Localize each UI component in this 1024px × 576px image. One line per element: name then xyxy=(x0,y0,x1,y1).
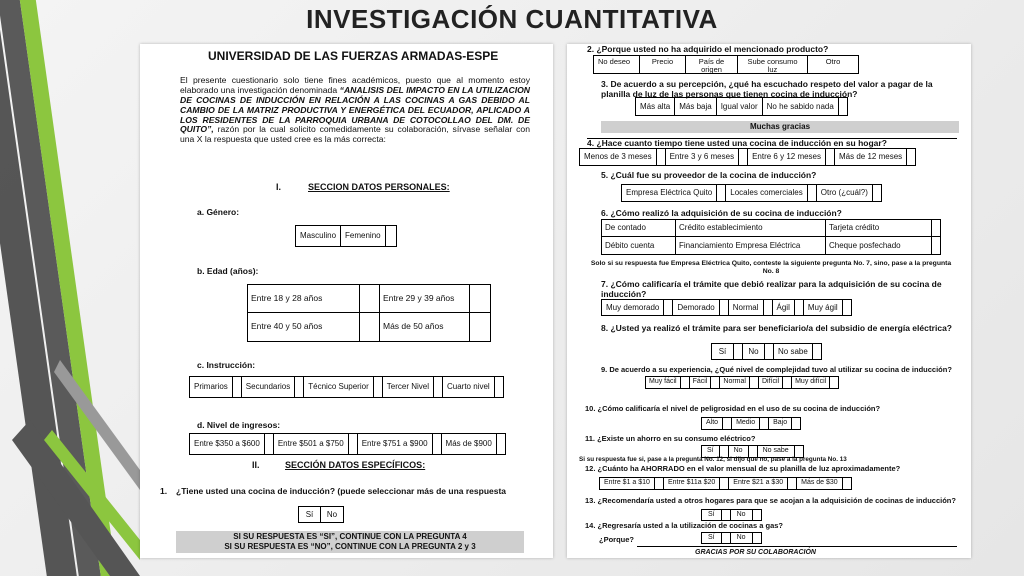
question-9: 9. De acuerdo a su experiencia, ¿Qué nivel de complejidad tuvo al utilizar su cocina de inducción? xyxy=(601,365,952,374)
answer-box[interactable] xyxy=(839,98,847,115)
answer-box[interactable] xyxy=(360,313,380,341)
question-7: 7. ¿Cómo calificaría el trámite que debió realizar para la adquisición de su cocina de inducción? xyxy=(601,279,942,299)
q5-option[interactable]: Empresa Eléctrica Quito xyxy=(622,185,717,201)
section1-heading: SECCION DATOS PERSONALES: xyxy=(308,182,450,192)
education-label: c. Instrucción: xyxy=(197,360,256,370)
q6-option[interactable]: Crédito establecimiento xyxy=(676,220,826,237)
question-11: 11. ¿Existe un ahorro en su consumo eléctrico? xyxy=(585,434,756,443)
q3-option[interactable]: Más alta xyxy=(636,98,675,115)
q6-option[interactable]: Financiamiento Empresa Eléctrica xyxy=(676,237,826,254)
answer-box[interactable] xyxy=(932,237,940,254)
q6-option[interactable]: De contado xyxy=(602,220,676,237)
q8-option[interactable]: Sí xyxy=(712,344,734,359)
answer-box[interactable] xyxy=(873,185,881,201)
answer-box[interactable] xyxy=(360,285,380,313)
q2-option[interactable]: Otro xyxy=(825,57,841,66)
income-options xyxy=(189,433,506,455)
q4-option[interactable]: Entre 6 y 12 meses xyxy=(748,149,826,165)
answer-box[interactable] xyxy=(808,185,817,201)
q4-option[interactable]: Menos de 3 meses xyxy=(580,149,657,165)
answer-box[interactable] xyxy=(907,149,915,165)
gender-option[interactable]: Masculino xyxy=(296,226,341,246)
q14-option[interactable]: Sí xyxy=(702,533,722,543)
chevron-decor xyxy=(0,0,140,576)
gender-option[interactable]: Femenino xyxy=(341,226,386,246)
q3-option[interactable]: No he sabido nada xyxy=(763,98,839,115)
answer-box[interactable] xyxy=(681,377,690,388)
q8-option[interactable]: No sabe xyxy=(774,344,813,359)
q4-option[interactable]: Entre 3 y 6 meses xyxy=(666,149,739,165)
answer-box[interactable] xyxy=(495,377,503,397)
answer-box[interactable] xyxy=(750,377,759,388)
q4-option[interactable]: Más de 12 meses xyxy=(835,149,907,165)
q2-option[interactable]: Precio xyxy=(640,56,686,73)
q9-option[interactable]: Difícil xyxy=(759,377,783,388)
q3-option[interactable]: Más baja xyxy=(675,98,716,115)
skip-instructions-banner xyxy=(176,531,524,553)
q2-option[interactable]: Sube consumo luz xyxy=(738,56,808,73)
q14-option[interactable]: No xyxy=(731,533,753,543)
q6-options xyxy=(601,219,941,255)
q1-option[interactable]: No xyxy=(326,509,338,519)
education-option[interactable]: Secundarios xyxy=(242,377,295,397)
question-12: 12. ¿Cuánto ha AHORRADO en el valor mensual de su planilla de luz aproximadamente? xyxy=(585,464,901,473)
answer-box[interactable] xyxy=(434,377,443,397)
question-13: 13. ¿Recomendaría usted a otros hogares para que se acojan a la adquisición de cocinas de inducción? xyxy=(585,496,956,505)
q9-option[interactable]: Muy fácil xyxy=(646,377,681,388)
question-2: 2. ¿Porque usted no ha adquirido el mencionado producto? xyxy=(587,44,829,54)
q12-options xyxy=(599,477,852,490)
q8-options xyxy=(711,343,822,360)
skip-instruction-no: SI SU RESPUESTA ES “NO”, CONTINUE CON LA PREGUNTA 2 y 3 xyxy=(224,542,476,551)
income-label: d. Nivel de ingresos: xyxy=(197,420,281,430)
questionnaire-page-right xyxy=(567,44,971,558)
q5-options xyxy=(621,184,882,202)
age-option[interactable]: Más de 50 años xyxy=(380,313,470,341)
closing-text: GRACIAS POR SU COLABORACIÓN xyxy=(695,549,816,556)
answer-box[interactable] xyxy=(739,149,748,165)
age-option[interactable]: Entre 18 y 28 años xyxy=(248,285,360,313)
answer-box[interactable] xyxy=(295,377,304,397)
q13-option[interactable]: No xyxy=(731,510,753,520)
q6-option[interactable]: Cheque posfechado xyxy=(826,237,932,254)
answer-box[interactable] xyxy=(760,418,769,429)
education-option[interactable]: Tercer Nivel xyxy=(383,377,434,397)
answer-box[interactable] xyxy=(720,300,729,315)
answer-box[interactable] xyxy=(830,377,838,388)
answer-box[interactable] xyxy=(843,300,851,315)
q12-option[interactable]: Entre $1 a $10 xyxy=(600,478,655,489)
q7-option[interactable]: Muy ágil xyxy=(804,300,843,315)
slide-title: INVESTIGACIÓN CUANTITATIVA xyxy=(306,4,718,34)
question-10: 10. ¿Cómo calificaría el nivel de peligrosidad en el uso de su cocina de inducción? xyxy=(585,404,881,413)
income-option[interactable]: Entre $751 a $900 xyxy=(358,434,433,454)
section2-number: II. xyxy=(252,460,260,470)
answer-box[interactable] xyxy=(734,344,743,359)
answer-box[interactable] xyxy=(349,434,358,454)
q12-option[interactable]: Más de $30 xyxy=(797,478,843,489)
answer-box[interactable] xyxy=(233,377,242,397)
q9-option[interactable]: Normal xyxy=(720,377,750,388)
answer-box[interactable] xyxy=(265,434,274,454)
q5-option[interactable]: Locales comerciales xyxy=(726,185,807,201)
q13-option[interactable]: Sí xyxy=(702,510,722,520)
answer-box[interactable] xyxy=(374,377,383,397)
answer-box[interactable] xyxy=(932,220,940,237)
answer-box[interactable] xyxy=(722,510,731,520)
q10-option[interactable]: Medio xyxy=(732,418,760,429)
q7-option[interactable]: Normal xyxy=(729,300,764,315)
answer-box[interactable] xyxy=(788,478,797,489)
q1-option[interactable]: Sí xyxy=(299,507,321,522)
q9-options xyxy=(645,376,839,389)
answer-box[interactable] xyxy=(433,434,442,454)
section2-heading: SECCIÓN DATOS ESPECÍFICOS: xyxy=(285,460,426,470)
answer-box[interactable] xyxy=(826,149,835,165)
question-5: 5. ¿Cuál fue su proveedor de la cocina de inducción? xyxy=(601,170,817,180)
question-3: 3. De acuerdo a su percepción, ¿qué ha escuchado respeto del valor a pagar de la planilla de luz de las personas que tienen cocina de inducción? xyxy=(601,79,933,99)
answer-box[interactable] xyxy=(717,185,726,201)
question-8: 8. ¿Usted ya realizó el trámite para ser beneficiario/a del subsidio de energía eléctrica? xyxy=(601,323,952,333)
q9-option[interactable]: Fácil xyxy=(690,377,712,388)
answer-box[interactable] xyxy=(711,377,720,388)
q11-option[interactable]: Sí xyxy=(702,446,720,457)
q10-options xyxy=(701,417,801,430)
answer-box[interactable] xyxy=(470,285,490,313)
education-option[interactable]: Primarios xyxy=(190,377,233,397)
q11-option[interactable]: No sabe xyxy=(758,446,795,457)
education-options xyxy=(189,376,504,398)
section1-number: I. xyxy=(276,182,282,192)
age-options xyxy=(247,284,491,342)
thanks-banner: Muchas gracias xyxy=(601,121,959,133)
q7-option[interactable]: Ágil xyxy=(773,300,795,315)
answer-box[interactable] xyxy=(470,313,490,341)
question-1: ¿Tiene usted una cocina de inducción? (puede seleccionar más de una respuesta xyxy=(176,486,507,496)
q6-option[interactable]: Tarjeta crédito xyxy=(826,220,932,237)
questionnaire-page-left xyxy=(140,44,553,558)
q2-option[interactable]: No deseo xyxy=(594,56,640,73)
question-14: 14. ¿Regresaría usted a la utilización de cocinas a gas? xyxy=(585,521,783,530)
answer-box[interactable] xyxy=(795,300,804,315)
q8-option[interactable]: No xyxy=(743,344,765,359)
answer-box[interactable] xyxy=(753,510,761,520)
answer-box[interactable] xyxy=(664,300,673,315)
answer-box[interactable] xyxy=(386,226,396,246)
porque-label: ¿Porque? xyxy=(599,535,634,544)
answer-box[interactable] xyxy=(723,418,732,429)
gender-label: a. Género: xyxy=(197,207,240,217)
income-option[interactable]: Entre $350 a $600 xyxy=(190,434,265,454)
q12-option[interactable]: Entre $11a $20 xyxy=(664,478,720,489)
answer-box[interactable] xyxy=(657,149,666,165)
education-option[interactable]: Técnico Superior xyxy=(304,377,373,397)
q9-option[interactable]: Muy difícil xyxy=(792,377,830,388)
income-option[interactable]: Entre $501 a $750 xyxy=(274,434,349,454)
age-option[interactable]: Entre 29 y 39 años xyxy=(380,285,470,313)
q7-option[interactable]: Demorado xyxy=(673,300,719,315)
answer-line[interactable] xyxy=(637,546,957,547)
age-option[interactable]: Entre 40 y 50 años xyxy=(248,313,360,341)
q11-option[interactable]: No xyxy=(729,446,749,457)
skip-instruction-yes: SI SU RESPUESTA ES “SI”, CONTINUE CON LA PREGUNTA 4 xyxy=(233,532,467,541)
answer-box[interactable] xyxy=(783,377,792,388)
answer-box[interactable] xyxy=(764,300,773,315)
q10-option[interactable]: Alto xyxy=(702,418,723,429)
q10-option[interactable]: Bajo xyxy=(769,418,792,429)
question-4: 4. ¿Hace cuanto tiempo tiene usted una cocina de inducción en su hogar? xyxy=(587,138,887,148)
q2-option[interactable]: País de origen xyxy=(686,56,738,73)
question-1-number: 1. xyxy=(160,486,168,496)
q13-options xyxy=(701,509,762,521)
q5-option[interactable]: Otro (¿cuál?) xyxy=(817,185,873,201)
q7-option[interactable]: Muy demorado xyxy=(602,300,664,315)
intro-paragraph: El presente cuestionario solo tiene fines académicos, puesto que al momento estoy elaborado una investigación denominada “ANALISIS DEL IMPACTO EN LA UTILIZACION DE COCINAS DE INDUCCIÓN EN RELACIÓN A LAS COCINAS A GAS DEBIDO AL CAMBIO DE LA MATRIZ PRODUCTIVA Y ENERGÉTICA DEL ECUADOR, APLICADO A LOS RESIDENTES DE LA PARROQUIA URBANA DE COTOCOLLAO DEL DM. DE QUITO”, razón por la cual solicito comedidamente su colaboración, sírvase señalar con una X la respuesta que usted cree es la más correcta: xyxy=(180,75,531,145)
q7-options xyxy=(601,299,852,316)
skip-note-q7: Solo si su respuesta fue Empresa Eléctrica Quito, conteste la siguiente pregunta No. 7, sino, pase a la pregunta No. 8 xyxy=(590,260,952,275)
education-option[interactable]: Cuarto nivel xyxy=(443,377,495,397)
q3-option[interactable]: Igual valor xyxy=(717,98,763,115)
answer-box[interactable] xyxy=(753,533,761,543)
q12-option[interactable]: Entre $21 a $30 xyxy=(729,478,788,489)
question-6: 6. ¿Cómo realizó la adquisición de su cocina de inducción? xyxy=(601,208,842,218)
skip-note-q12: Si su respuesta fue si, pase a la pregunta No. 12, si dijo que no, pase a la pregunta No. 13 xyxy=(579,456,847,463)
answer-box[interactable] xyxy=(843,478,851,489)
q1-options xyxy=(298,506,344,523)
answer-box[interactable] xyxy=(655,478,664,489)
q14-options xyxy=(701,532,762,544)
gender-options xyxy=(295,225,397,247)
university-header: UNIVERSIDAD DE LAS FUERZAS ARMADAS-ESPE xyxy=(208,49,499,63)
answer-box[interactable] xyxy=(813,344,821,359)
answer-box[interactable] xyxy=(792,418,800,429)
income-option[interactable]: Más de $900 xyxy=(442,434,497,454)
answer-box[interactable] xyxy=(765,344,774,359)
q6-option[interactable]: Débito cuenta xyxy=(602,237,676,254)
q2-options xyxy=(593,55,859,74)
answer-box[interactable] xyxy=(497,434,505,454)
answer-box[interactable] xyxy=(722,533,731,543)
q4-options xyxy=(579,148,916,166)
answer-box[interactable] xyxy=(720,478,729,489)
q3-options xyxy=(635,97,848,116)
age-label: b. Edad (años): xyxy=(197,266,259,276)
